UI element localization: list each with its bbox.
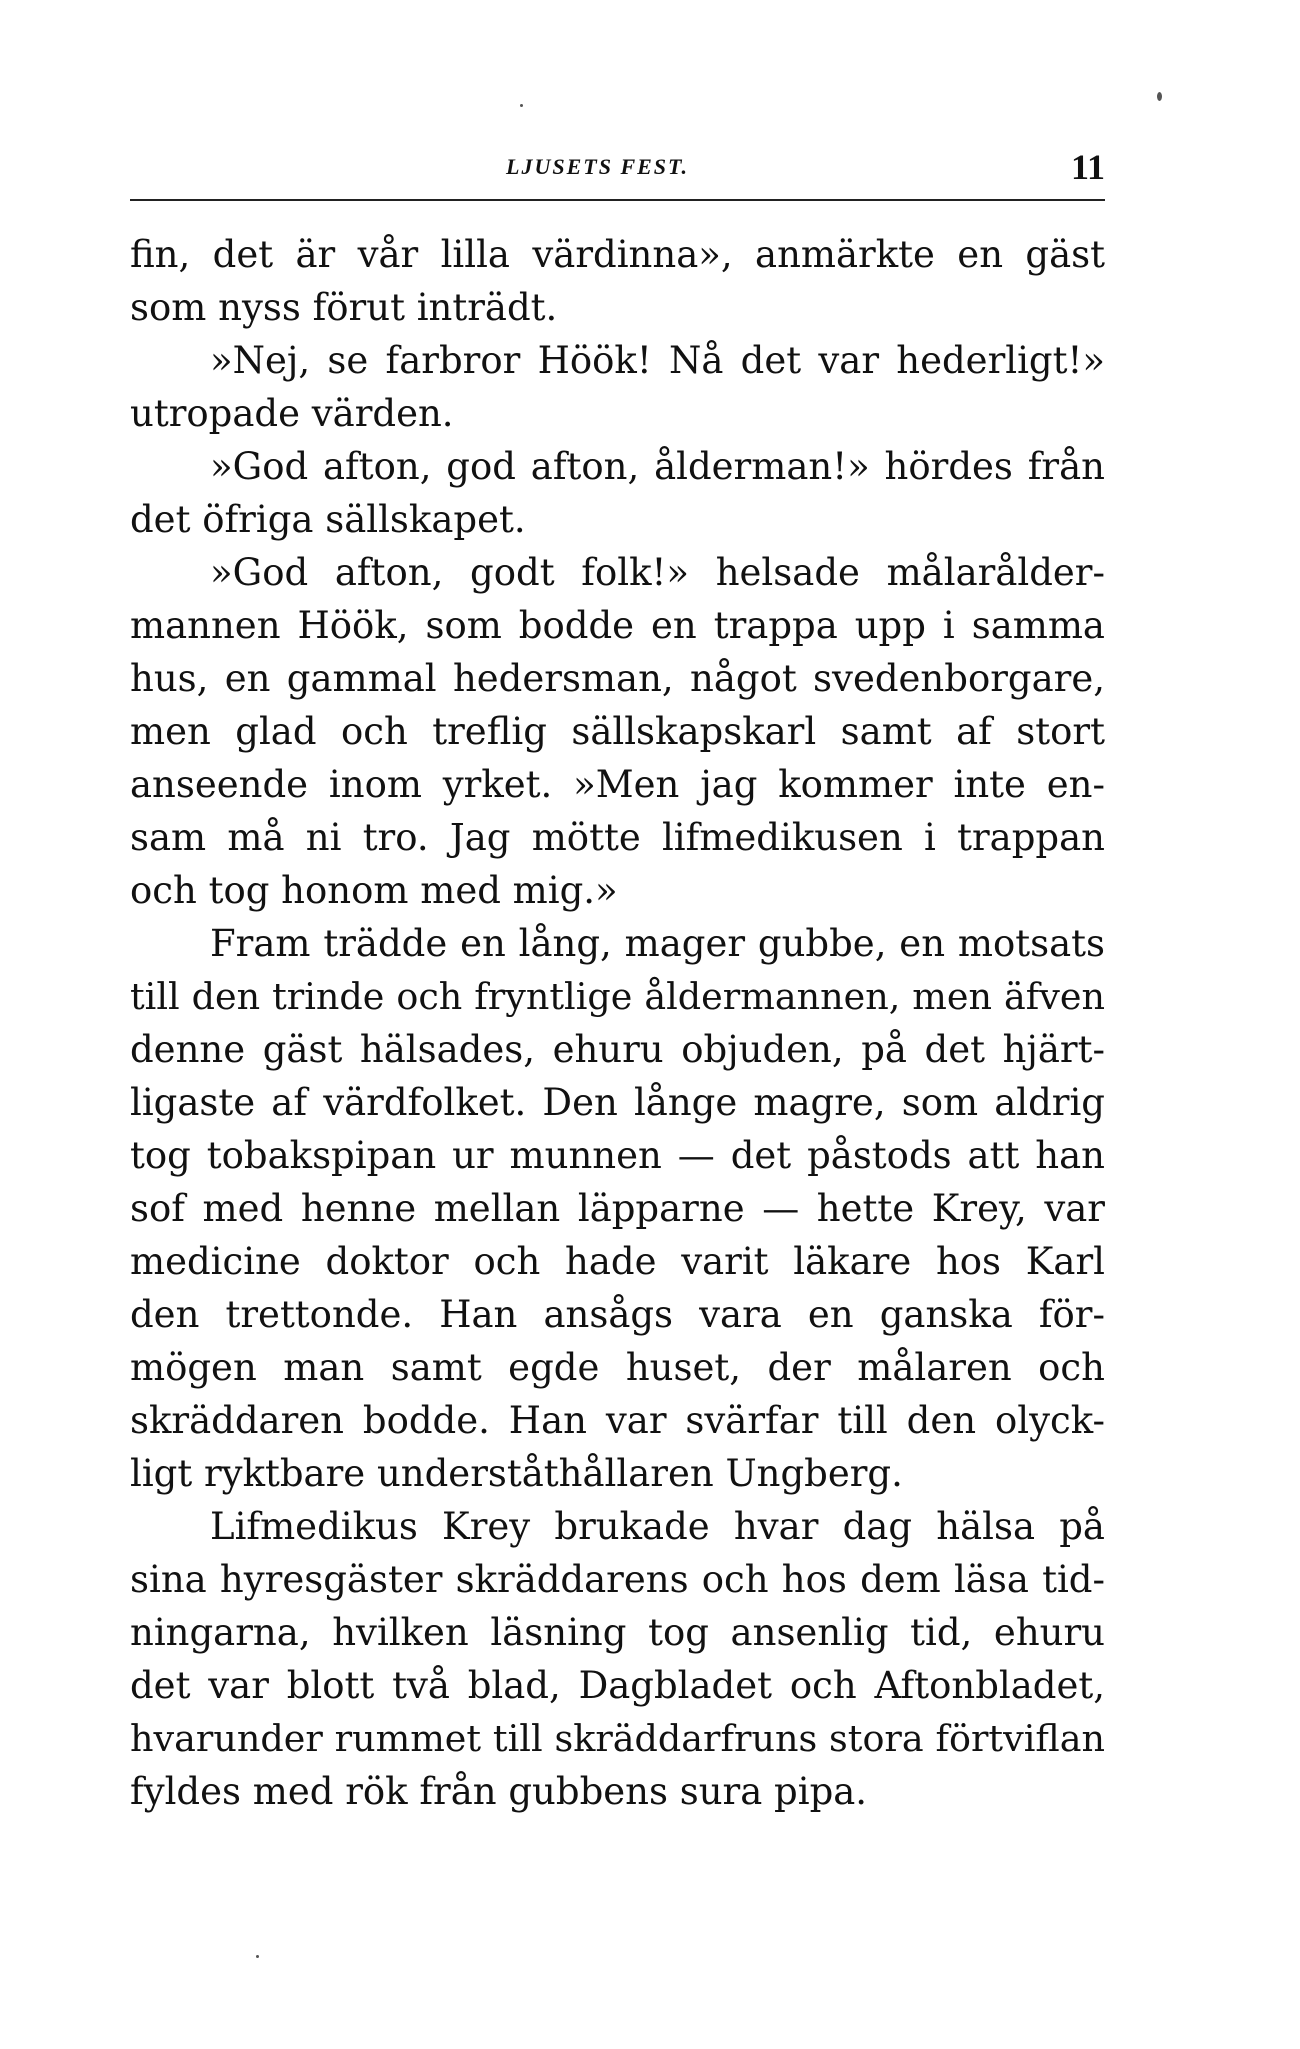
body-text: [130, 228, 1105, 1818]
text-line: Fram trädde en lång, mager gubbe, en motsats: [210, 922, 1105, 965]
text-line: »Nej, se farbror Höök! Nå det var hederligt!»: [210, 339, 1105, 382]
print-speck: [256, 1955, 259, 1958]
text-line: skräddaren bodde. Han var svärfar till den olyck-: [130, 1399, 1105, 1442]
text-line: denne gäst hälsades, ehuru objuden, på det hjärt-: [130, 1028, 1105, 1071]
running-title: LJUSETS FEST.: [506, 154, 689, 179]
text-line: sina hyresgäster skräddarens och hos dem läsa tid-: [130, 1558, 1105, 1601]
text-line: fin, det är vår lilla värdinna», anmärkte en gäst: [130, 233, 1105, 276]
page-number: 11: [1070, 147, 1105, 187]
text-line: sof med henne mellan läpparne — hette Krey, var: [130, 1187, 1105, 1230]
text-line: Lifmedikus Krey brukade hvar dag hälsa på: [210, 1505, 1105, 1548]
text-line: fyldes med rök från gubbens sura pipa.: [130, 1770, 868, 1813]
text-line: »God afton, god afton, ålderman!» hördes från: [210, 445, 1105, 488]
text-line: det var blott två blad, Dagbladet och Aftonbladet,: [130, 1664, 1105, 1707]
text-line: ligt ryktbare underståthållaren Ungberg.: [130, 1452, 903, 1495]
text-line: »God afton, godt folk!» helsade målarålder-: [210, 551, 1105, 594]
text-line: men glad och treflig sällskapskarl samt af stort: [130, 710, 1105, 753]
text-line: den trettonde. Han ansågs vara en ganska för-: [130, 1293, 1105, 1336]
text-line: mögen man samt egde huset, der målaren och: [130, 1346, 1105, 1389]
text-line: medicine doktor och hade varit läkare hos Karl: [130, 1240, 1105, 1283]
print-speck: [520, 104, 523, 107]
text-line: hvarunder rummet till skräddarfruns stora förtviflan: [130, 1717, 1105, 1760]
text-line: tog tobakspipan ur munnen — det påstods att han: [130, 1134, 1105, 1177]
text-line: mannen Höök, som bodde en trappa upp i samma: [130, 604, 1105, 647]
text-line: som nyss förut inträdt.: [130, 286, 558, 329]
print-speck: [1157, 92, 1162, 101]
header-rule: [130, 199, 1105, 201]
text-line: utropade värden.: [130, 392, 454, 435]
text-line: till den trinde och fryntlige åldermannen, men äfven: [130, 975, 1105, 1018]
text-line: och tog honom med mig.»: [130, 869, 618, 912]
text-line: ligaste af värdfolket. Den långe magre, som aldrig: [130, 1081, 1105, 1124]
text-line: ningarna, hvilken läsning tog ansenlig tid, ehuru: [130, 1611, 1105, 1654]
text-line: anseende inom yrket. »Men jag kommer inte en-: [130, 763, 1105, 806]
text-line: det öfriga sällskapet.: [130, 498, 526, 541]
text-line: sam må ni tro. Jag mötte lifmedikusen i trappan: [130, 816, 1105, 859]
running-head: [130, 147, 1105, 192]
text-line: hus, en gammal hedersman, något svedenborgare,: [130, 657, 1105, 700]
